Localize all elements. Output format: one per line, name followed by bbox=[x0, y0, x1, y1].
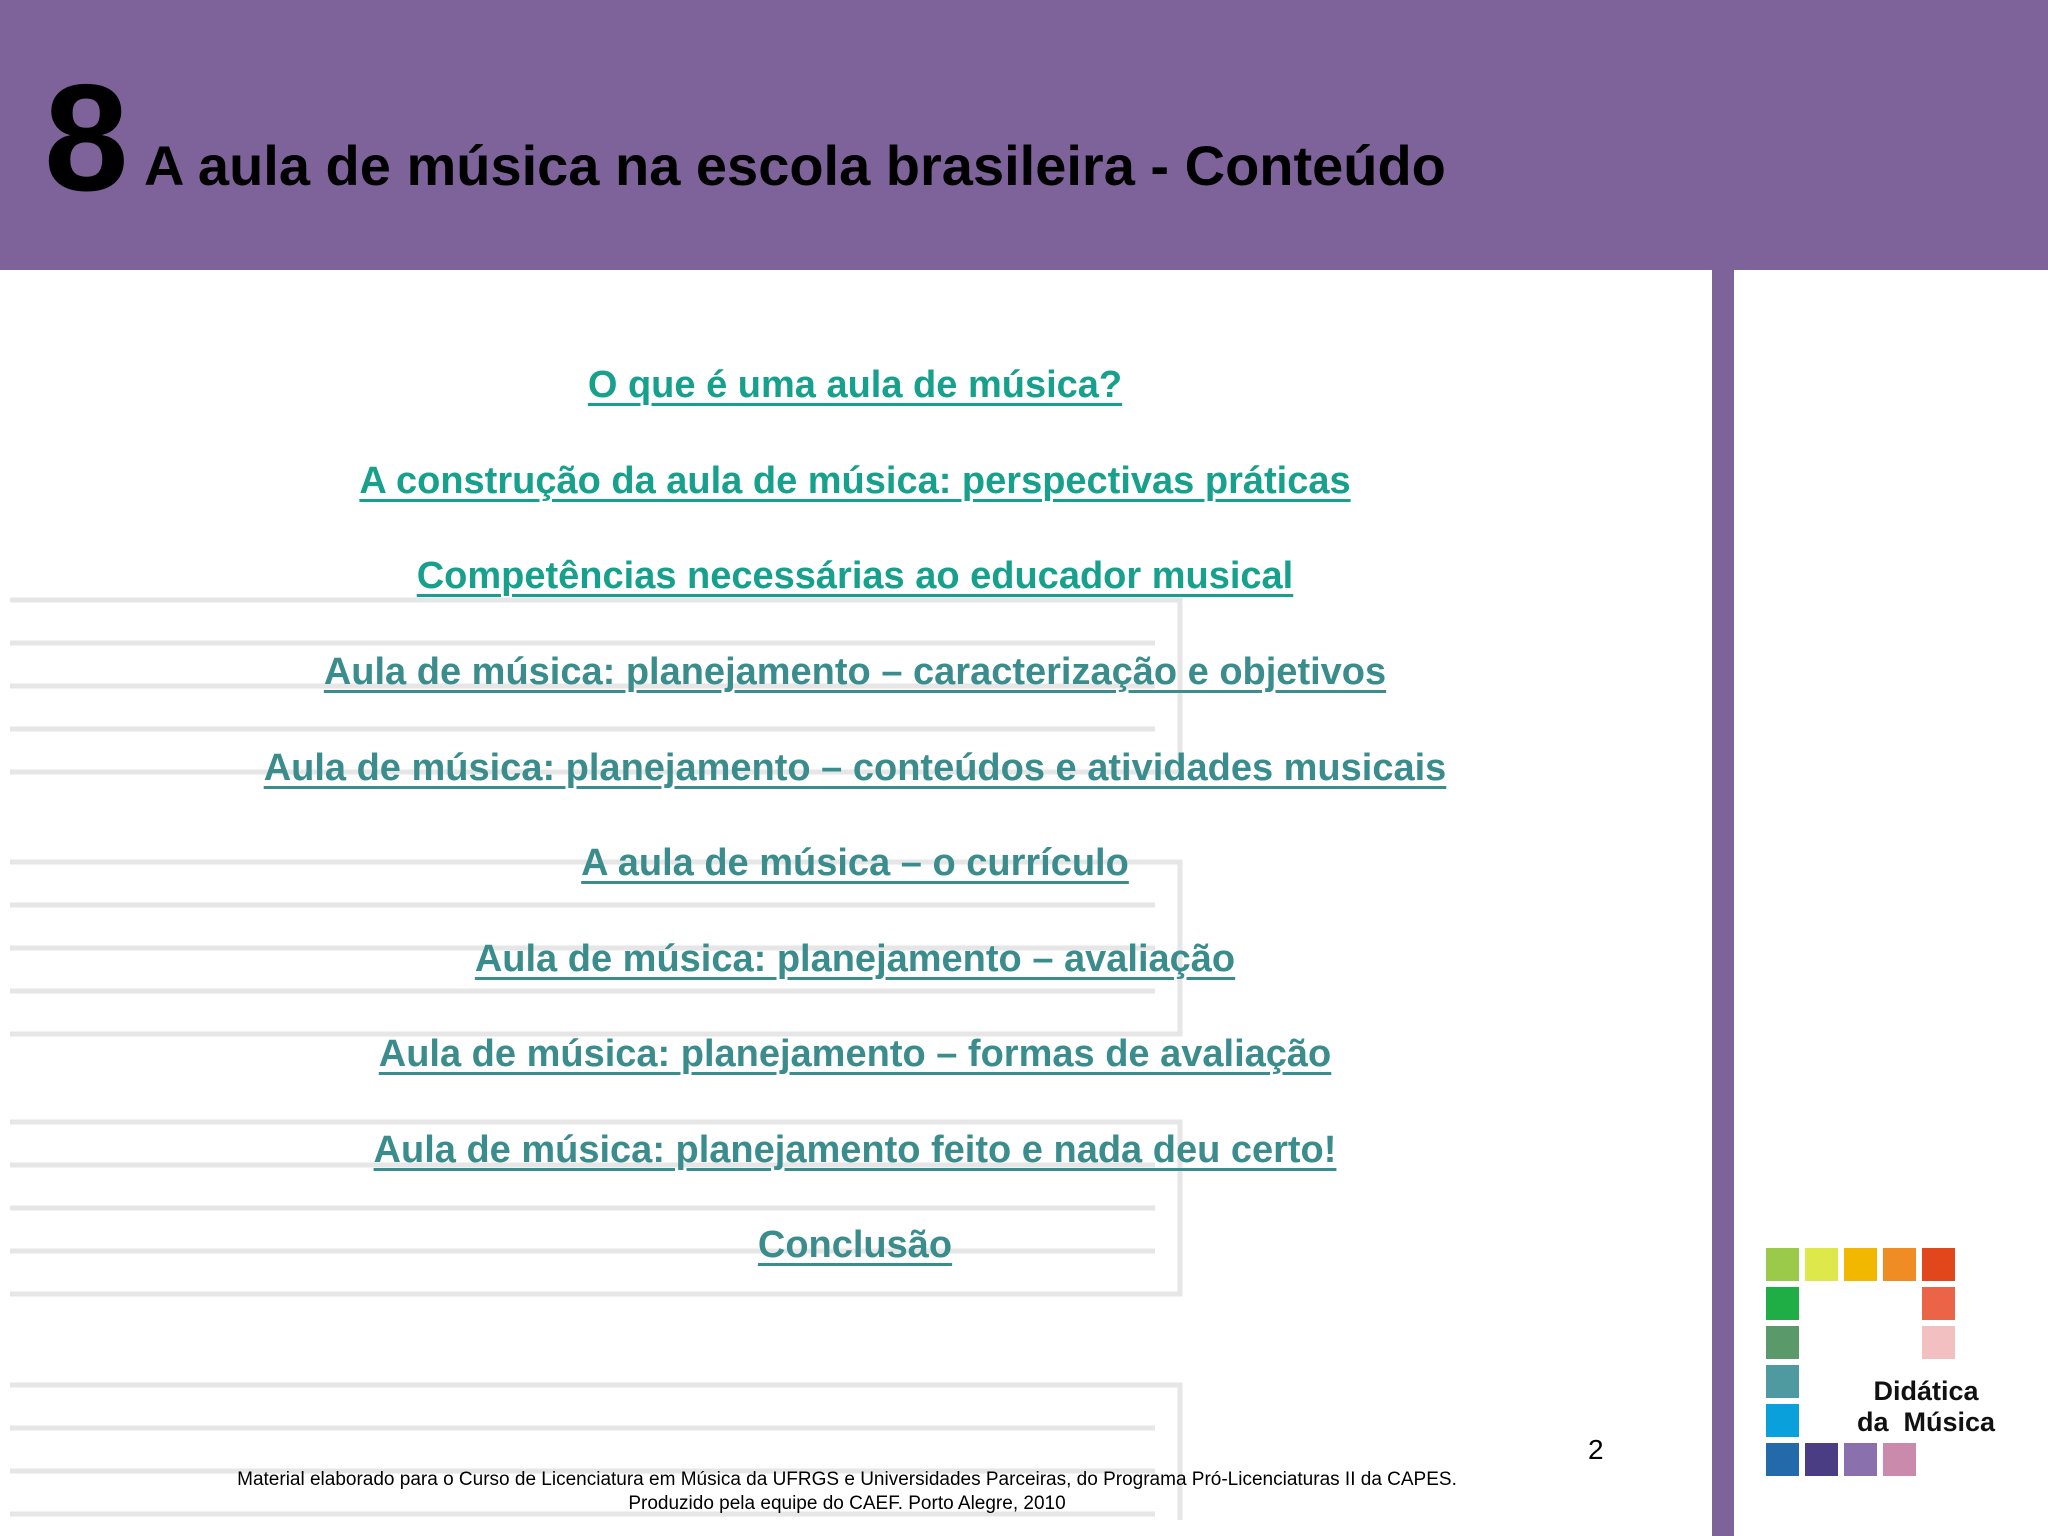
page-title: A aula de música na escola brasileira - Conteúdo bbox=[144, 134, 1446, 197]
page-number: 2 bbox=[1588, 1434, 1604, 1465]
toc-link-1[interactable]: O que é uma aula de música? bbox=[587, 364, 1123, 406]
toc-link-8[interactable]: Aula de música: planejamento – formas de avaliação bbox=[378, 1033, 1332, 1075]
footer-credits bbox=[0, 1468, 1694, 1516]
footer-line-1: Material elaborado para o Curso de Licenciatura em Música da UFRGS e Universidades Parceiras, do Programa Pró-Licenciaturas II da CAPES. bbox=[237, 1469, 1457, 1490]
toc-link-2[interactable]: A construção da aula de música: perspectivas práticas bbox=[359, 460, 1351, 502]
toc-link-7[interactable]: Aula de música: planejamento – avaliação bbox=[474, 938, 1236, 980]
footer-line-2: Produzido pela equipe do CAEF. Porto Alegre, 2010 bbox=[628, 1493, 1066, 1514]
toc-link-5[interactable]: Aula de música: planejamento – conteúdos e atividades musicais bbox=[263, 747, 1447, 789]
logo-text bbox=[1840, 1376, 2012, 1438]
chapter-number: 8 bbox=[44, 53, 129, 223]
logo-text-line-1: Didática bbox=[1873, 1376, 1979, 1406]
didatica-logo bbox=[1766, 1248, 2006, 1480]
toc-link-3[interactable]: Competências necessárias ao educador musical bbox=[416, 555, 1294, 597]
side-accent-bar bbox=[1712, 270, 1734, 1536]
toc-link-4[interactable]: Aula de música: planejamento – caracterização e objetivos bbox=[323, 651, 1387, 693]
logo-text-line-2: da Música bbox=[1856, 1407, 1996, 1437]
toc-link-9[interactable]: Aula de música: planejamento feito e nada deu certo! bbox=[373, 1129, 1337, 1171]
toc-link-10[interactable]: Conclusão bbox=[757, 1224, 953, 1266]
toc-link-6[interactable]: A aula de música – o currículo bbox=[581, 842, 1129, 884]
